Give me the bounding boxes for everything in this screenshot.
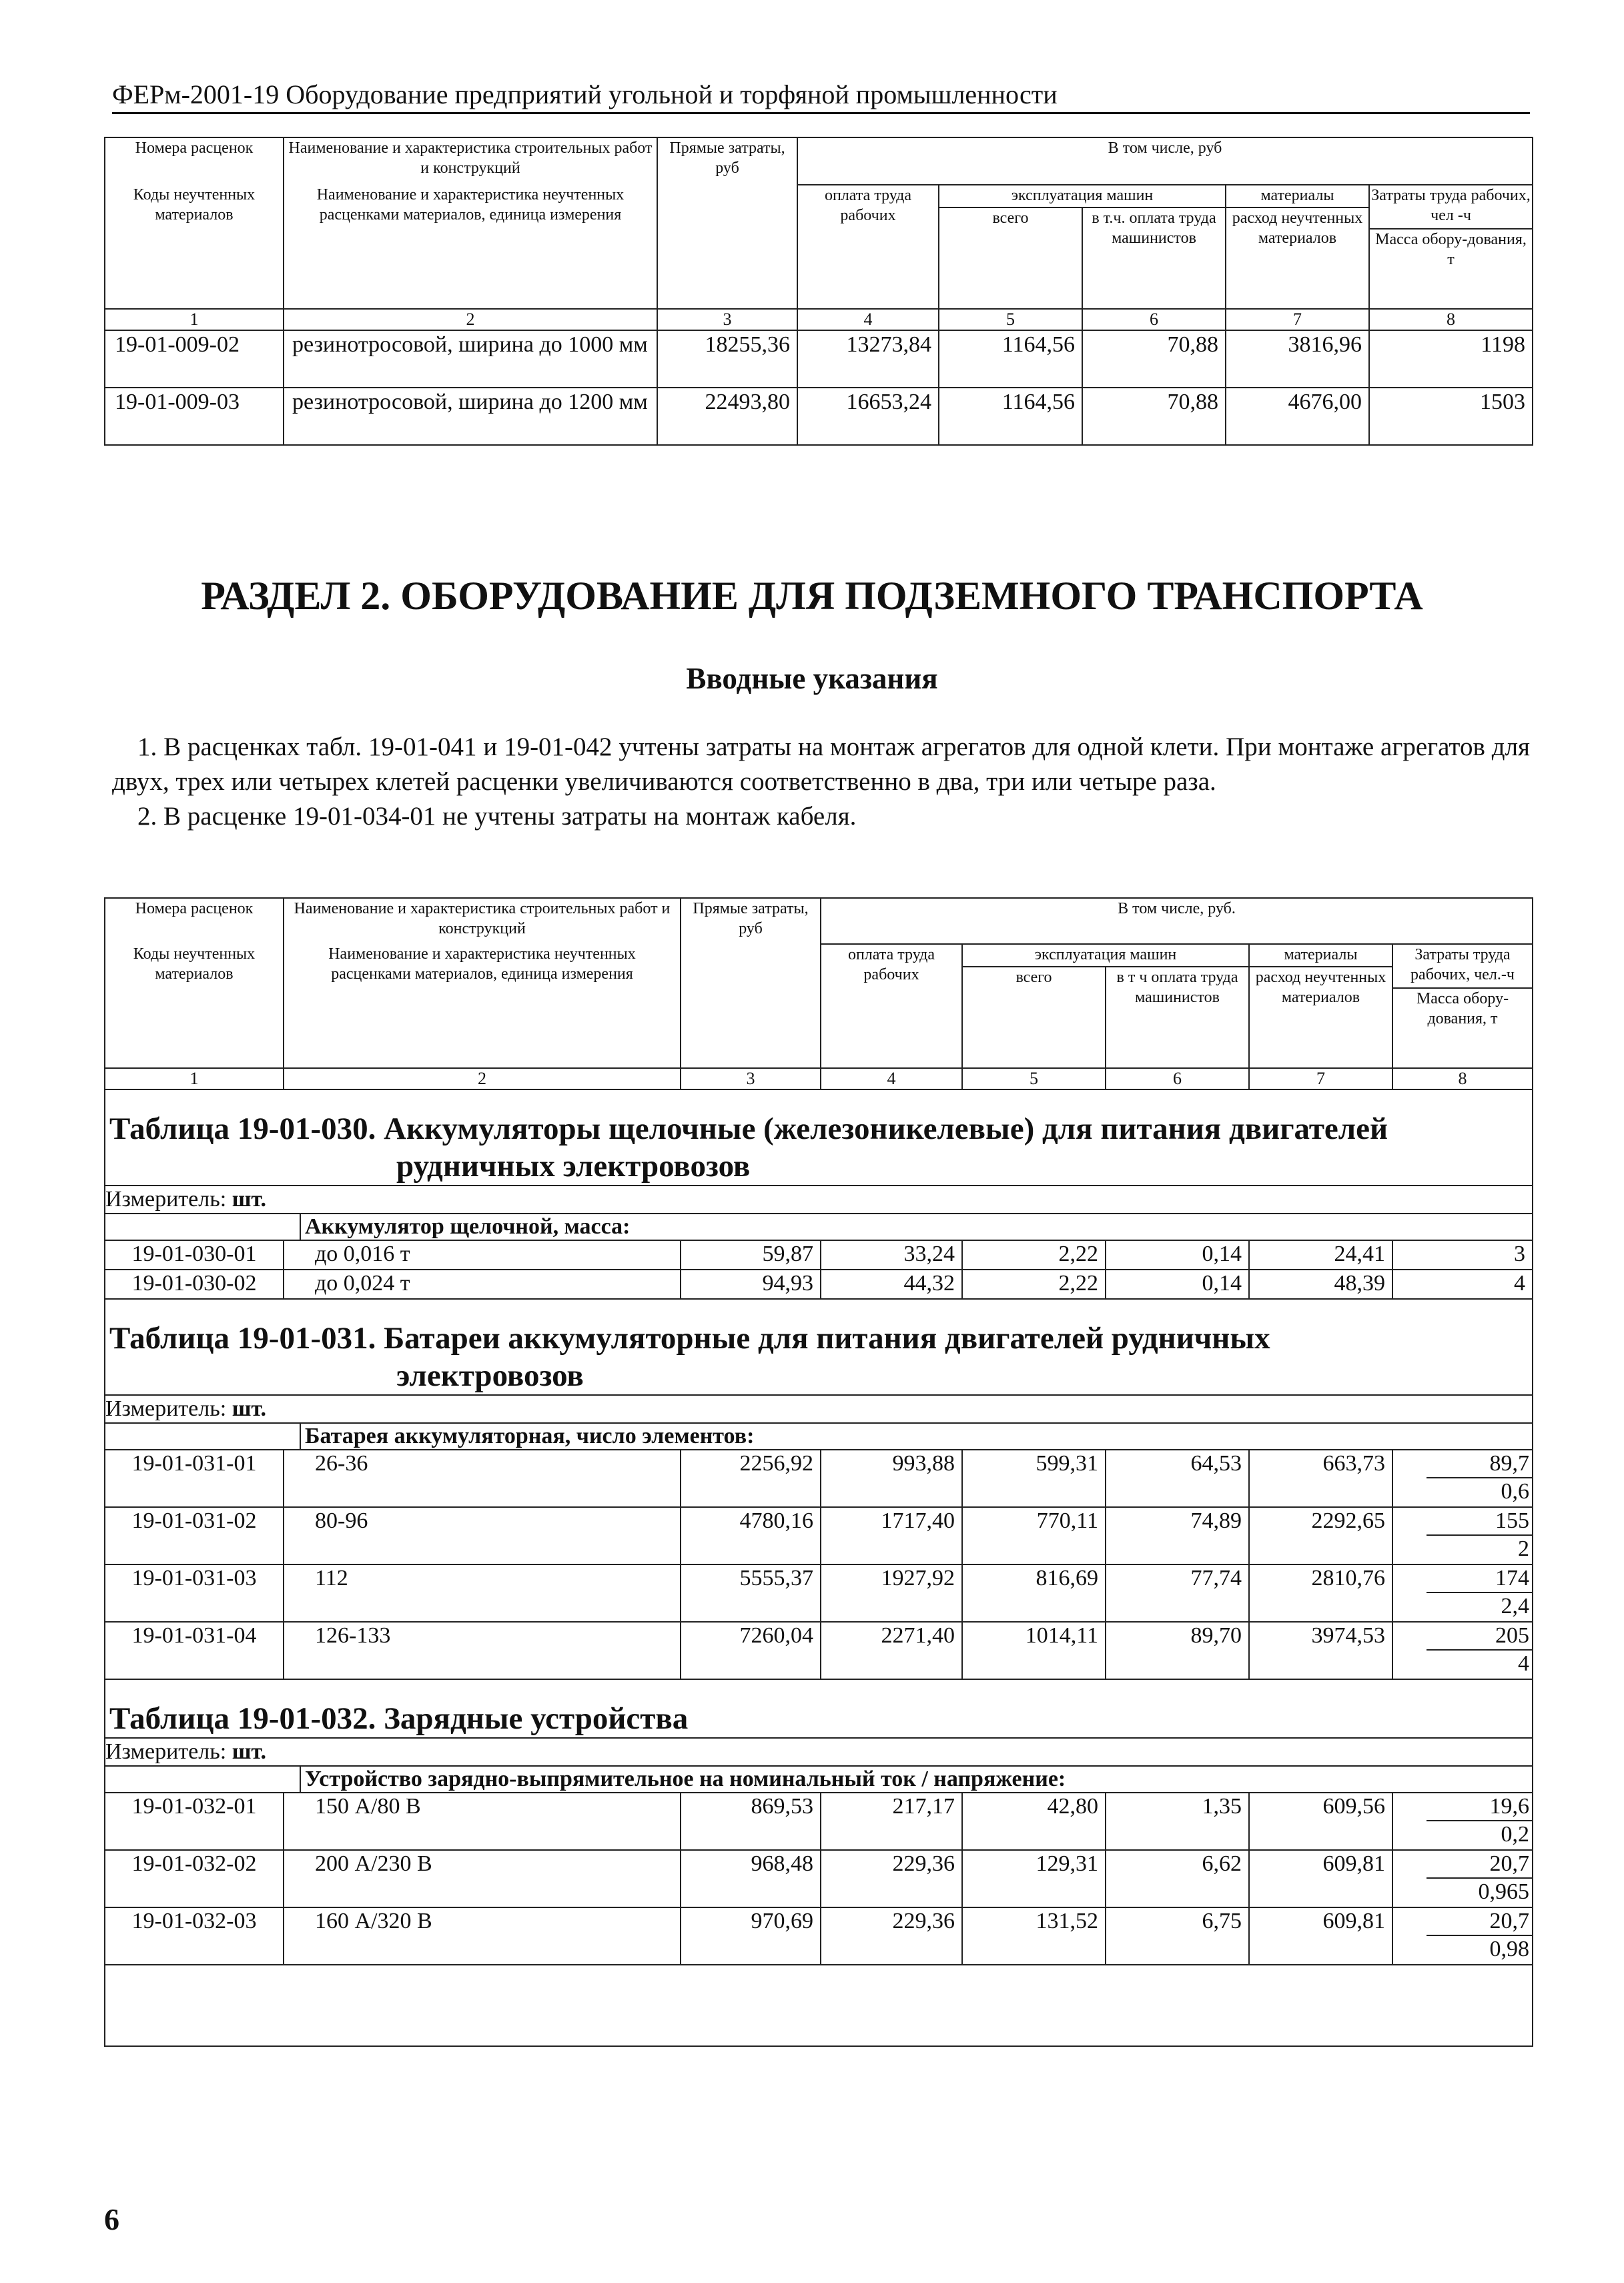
rate-code: 19-01-031-01 <box>105 1450 284 1507</box>
worker-pay: 229,36 <box>821 1907 962 1965</box>
labor-mass-cell <box>1392 1907 1533 1965</box>
materials-cost: 24,41 <box>1249 1240 1392 1270</box>
equipment-mass: 0,2 <box>1501 1822 1530 1847</box>
intro-title: Вводные указания <box>686 662 938 695</box>
col-number: 2 <box>284 1068 681 1089</box>
labor-cost: 1503 <box>1369 388 1533 445</box>
header-unaccounted-consumption: расход неучтенных материалов <box>1226 207 1369 309</box>
header-machine-operation: эксплуатация машин <box>962 944 1249 967</box>
meter-label: Измеритель: <box>105 1187 227 1212</box>
table-row <box>105 1622 1533 1679</box>
machine-total: 816,69 <box>962 1564 1106 1622</box>
labor-cost: 205 <box>1427 1623 1532 1651</box>
intro-paragraph: 1. В расценках табл. 19-01-041 и 19-01-042 учтены затраты на монтаж агрегатов для одной клети. При монтаже агрегатов для двух, трех или четырех клетей расценки увеличиваются соответственно в два, три или четыре раза. <box>112 733 1530 796</box>
table-row <box>105 1907 1533 1965</box>
direct-costs: 22493,80 <box>657 388 797 445</box>
meter-value: шт. <box>232 1187 267 1212</box>
meter-value: шт. <box>232 1739 267 1764</box>
header-equipment-mass: Масса обору-дования, т <box>1393 987 1532 1029</box>
labor-mass-cell <box>1392 1507 1533 1564</box>
machine-total: 2,22 <box>962 1240 1106 1270</box>
header-materials: материалы <box>1226 185 1369 207</box>
section-title: РАЗДЕЛ 2. ОБОРУДОВАНИЕ ДЛЯ ПОДЗЕМНОГО ТРАНСПОРТА <box>201 574 1423 618</box>
table-row <box>105 1507 1533 1564</box>
labor-mass-cell <box>1392 1793 1533 1850</box>
materials-cost: 4676,00 <box>1226 388 1369 445</box>
direct-costs: 970,69 <box>681 1907 821 1965</box>
direct-costs: 2256,92 <box>681 1450 821 1507</box>
direct-costs: 869,53 <box>681 1793 821 1850</box>
operator-pay: 1,35 <box>1106 1793 1249 1850</box>
materials-cost: 48,39 <box>1249 1270 1392 1299</box>
operator-pay: 74,89 <box>1106 1507 1249 1564</box>
materials-cost: 3816,96 <box>1226 330 1369 388</box>
equipment-mass: 2 <box>1518 1536 1530 1561</box>
header-total: всего <box>962 967 1106 1068</box>
table-row <box>105 1850 1533 1907</box>
materials-cost: 3974,53 <box>1249 1622 1392 1679</box>
col-number: 3 <box>681 1068 821 1089</box>
col-number: 8 <box>1369 309 1533 330</box>
worker-pay: 13273,84 <box>797 330 939 388</box>
equipment-mass: 0,6 <box>1501 1479 1530 1504</box>
rate-code: 19-01-032-03 <box>105 1907 284 1965</box>
labor-mass-cell <box>1392 1564 1533 1622</box>
worker-pay: 1927,92 <box>821 1564 962 1622</box>
rate-code: 19-01-009-03 <box>105 388 284 445</box>
header-labor-costs-cell <box>1392 944 1533 1068</box>
table-row <box>105 1270 1533 1299</box>
labor-cost: 19,6 <box>1427 1793 1532 1821</box>
operator-pay: 89,70 <box>1106 1622 1249 1679</box>
page-number: 6 <box>104 2202 119 2236</box>
rate-code: 19-01-032-01 <box>105 1793 284 1850</box>
header-work-name: Наименование и характеристика строительных работ и конструкций <box>284 898 681 944</box>
rate-code: 19-01-031-04 <box>105 1622 284 1679</box>
intro-text <box>112 730 1530 834</box>
header-labor-costs: Затраты труда рабочих, чел -ч <box>1371 187 1531 224</box>
col-number: 4 <box>821 1068 962 1089</box>
meter-label: Измеритель: <box>105 1739 227 1764</box>
table-row <box>105 330 1533 388</box>
direct-costs: 968,48 <box>681 1850 821 1907</box>
direct-costs: 7260,04 <box>681 1622 821 1679</box>
rate-name: 126-133 <box>284 1622 681 1679</box>
table-row <box>105 1564 1533 1622</box>
header-work-name: Наименование и характеристика строительных работ и конструкций <box>284 137 657 185</box>
machine-total: 1164,56 <box>939 330 1082 388</box>
header-including: В том числе, руб <box>797 137 1533 185</box>
header-labor-costs: Затраты труда рабочих, чел.-ч <box>1410 946 1515 983</box>
col-number: 6 <box>1082 309 1226 330</box>
machine-total: 1014,11 <box>962 1622 1106 1679</box>
materials-cost: 609,81 <box>1249 1907 1392 1965</box>
header-unaccounted-codes: Коды неучтенных материалов <box>105 185 284 309</box>
table-subheading: Устройство зарядно-выпрямительное на номинальный ток / напряжение: <box>300 1766 1533 1793</box>
rate-name: до 0,024 т <box>284 1270 681 1299</box>
operator-pay: 6,62 <box>1106 1850 1249 1907</box>
col-number: 5 <box>962 1068 1106 1089</box>
table-title <box>105 1089 1533 1186</box>
table-title-line: рудничных электровозов <box>396 1149 751 1184</box>
machine-total: 131,52 <box>962 1907 1106 1965</box>
labor-cost: 20,7 <box>1427 1908 1532 1936</box>
operator-pay: 64,53 <box>1106 1450 1249 1507</box>
blank-cell <box>105 1423 300 1450</box>
direct-costs: 59,87 <box>681 1240 821 1270</box>
table-subheading: Аккумулятор щелочной, масса: <box>300 1214 1533 1240</box>
running-header: ФЕРм-2001-19 Оборудование предприятий угольной и торфяной промышленности <box>112 79 1530 114</box>
rate-name: резинотросовой, ширина до 1200 мм <box>284 388 657 445</box>
table-title-line: Таблица 19-01-031. Батареи аккумуляторные для питания двигателей рудничных <box>109 1321 1270 1356</box>
header-total: всего <box>939 207 1082 309</box>
header-worker-pay: оплата труда рабочих <box>797 185 939 309</box>
labor-cost: 155 <box>1427 1508 1532 1536</box>
equipment-mass: 4 <box>1518 1651 1530 1676</box>
rate-name: 200 А/230 В <box>284 1850 681 1907</box>
header-rate-numbers: Номера расценок <box>105 137 284 185</box>
meter-line <box>105 1738 1533 1766</box>
header-including: В том числе, руб. <box>821 898 1533 944</box>
machine-total: 2,22 <box>962 1270 1106 1299</box>
header-rate-numbers: Номера расценок <box>105 898 284 944</box>
header-operator-pay: в т.ч. оплата труда машинистов <box>1082 207 1226 309</box>
equipment-mass: 0,98 <box>1489 1937 1530 1961</box>
col-number: 1 <box>105 309 284 330</box>
operator-pay: 77,74 <box>1106 1564 1249 1622</box>
table-row <box>105 1240 1533 1270</box>
worker-pay: 16653,24 <box>797 388 939 445</box>
materials-cost: 2810,76 <box>1249 1564 1392 1622</box>
labor-cost: 1198 <box>1369 330 1533 388</box>
rate-code: 19-01-009-02 <box>105 330 284 388</box>
header-unaccounted-codes: Коды неучтенных материалов <box>105 944 284 1068</box>
col-number: 5 <box>939 309 1082 330</box>
table-subheading: Батарея аккумуляторная, число элементов: <box>300 1423 1533 1450</box>
rate-code: 19-01-031-02 <box>105 1507 284 1564</box>
worker-pay: 993,88 <box>821 1450 962 1507</box>
machine-total: 1164,56 <box>939 388 1082 445</box>
col-number: 4 <box>797 309 939 330</box>
rate-name: до 0,016 т <box>284 1240 681 1270</box>
materials-cost: 663,73 <box>1249 1450 1392 1507</box>
labor-cost: 3 <box>1392 1240 1533 1270</box>
direct-costs: 5555,37 <box>681 1564 821 1622</box>
col-number: 3 <box>657 309 797 330</box>
header-materials: материалы <box>1249 944 1392 967</box>
meter-label: Измеритель: <box>105 1396 227 1421</box>
header-labor-costs-cell <box>1369 185 1533 309</box>
labor-mass-cell <box>1392 1622 1533 1679</box>
operator-pay: 6,75 <box>1106 1907 1249 1965</box>
labor-mass-cell <box>1392 1850 1533 1907</box>
meter-line <box>105 1395 1533 1423</box>
machine-total: 42,80 <box>962 1793 1106 1850</box>
section2-rates-table <box>104 897 1533 2047</box>
header-direct-costs: Прямые затраты, руб <box>681 898 821 1068</box>
machine-total: 770,11 <box>962 1507 1106 1564</box>
rate-name: резинотросовой, ширина до 1000 мм <box>284 330 657 388</box>
operator-pay: 70,88 <box>1082 388 1226 445</box>
labor-cost: 174 <box>1427 1565 1532 1593</box>
worker-pay: 44,32 <box>821 1270 962 1299</box>
materials-cost: 609,81 <box>1249 1850 1392 1907</box>
labor-cost: 89,7 <box>1427 1450 1532 1478</box>
intro-paragraph: 2. В расценке 19-01-034-01 не учтены затраты на монтаж кабеля. <box>137 802 857 831</box>
worker-pay: 2271,40 <box>821 1622 962 1679</box>
operator-pay: 0,14 <box>1106 1240 1249 1270</box>
operator-pay: 0,14 <box>1106 1270 1249 1299</box>
direct-costs: 94,93 <box>681 1270 821 1299</box>
table-bottom-spacer <box>105 1965 1533 2046</box>
meter-value: шт. <box>232 1396 267 1421</box>
header-unaccounted-names: Наименование и характеристика неучтенных расценками материалов, единица измерения <box>284 944 681 1068</box>
machine-total: 129,31 <box>962 1850 1106 1907</box>
header-unaccounted-consumption: расход неучтенных материалов <box>1249 967 1392 1068</box>
header-direct-costs: Прямые затраты, руб <box>657 137 797 309</box>
machine-total: 599,31 <box>962 1450 1106 1507</box>
rate-code: 19-01-030-01 <box>105 1240 284 1270</box>
table-title-line: электровозов <box>396 1358 584 1393</box>
table-row <box>105 1450 1533 1507</box>
col-number: 7 <box>1249 1068 1392 1089</box>
rate-name: 26-36 <box>284 1450 681 1507</box>
labor-cost: 20,7 <box>1427 1851 1532 1879</box>
rate-name: 150 А/80 В <box>284 1793 681 1850</box>
blank-cell <box>105 1766 300 1793</box>
table-row <box>105 388 1533 445</box>
worker-pay: 33,24 <box>821 1240 962 1270</box>
col-number: 2 <box>284 309 657 330</box>
meter-line <box>105 1186 1533 1214</box>
rate-name: 160 А/320 В <box>284 1907 681 1965</box>
materials-cost: 2292,65 <box>1249 1507 1392 1564</box>
col-number: 8 <box>1392 1068 1533 1089</box>
direct-costs: 4780,16 <box>681 1507 821 1564</box>
col-number: 7 <box>1226 309 1369 330</box>
direct-costs: 18255,36 <box>657 330 797 388</box>
table-title-line: Таблица 19-01-030. Аккумуляторы щелочные (железоникелевые) для питания двигателей <box>109 1111 1388 1146</box>
header-unaccounted-names: Наименование и характеристика неучтенных расценками материалов, единица измерения <box>284 185 657 309</box>
rate-code: 19-01-030-02 <box>105 1270 284 1299</box>
rate-code: 19-01-031-03 <box>105 1564 284 1622</box>
table-title <box>105 1679 1533 1738</box>
header-operator-pay: в т ч оплата труда машинистов <box>1106 967 1249 1068</box>
table-title-line: Таблица 19-01-032. Зарядные устройства <box>109 1701 689 1736</box>
materials-cost: 609,56 <box>1249 1793 1392 1850</box>
col-number: 1 <box>105 1068 284 1089</box>
header-worker-pay: оплата труда рабочих <box>821 944 962 1068</box>
top-rates-table <box>104 137 1533 446</box>
header-machine-operation: эксплуатация машин <box>939 185 1226 207</box>
worker-pay: 229,36 <box>821 1850 962 1907</box>
worker-pay: 217,17 <box>821 1793 962 1850</box>
operator-pay: 70,88 <box>1082 330 1226 388</box>
blank-cell <box>105 1214 300 1240</box>
rate-name: 80-96 <box>284 1507 681 1564</box>
table-row <box>105 1793 1533 1850</box>
header-equipment-mass: Масса обору-дования, т <box>1370 228 1532 270</box>
equipment-mass: 0,965 <box>1478 1879 1530 1904</box>
rate-name: 112 <box>284 1564 681 1622</box>
rate-code: 19-01-032-02 <box>105 1850 284 1907</box>
labor-mass-cell <box>1392 1450 1533 1507</box>
equipment-mass: 2,4 <box>1501 1594 1530 1619</box>
labor-cost: 4 <box>1392 1270 1533 1299</box>
col-number: 6 <box>1106 1068 1249 1089</box>
table-title <box>105 1299 1533 1395</box>
worker-pay: 1717,40 <box>821 1507 962 1564</box>
